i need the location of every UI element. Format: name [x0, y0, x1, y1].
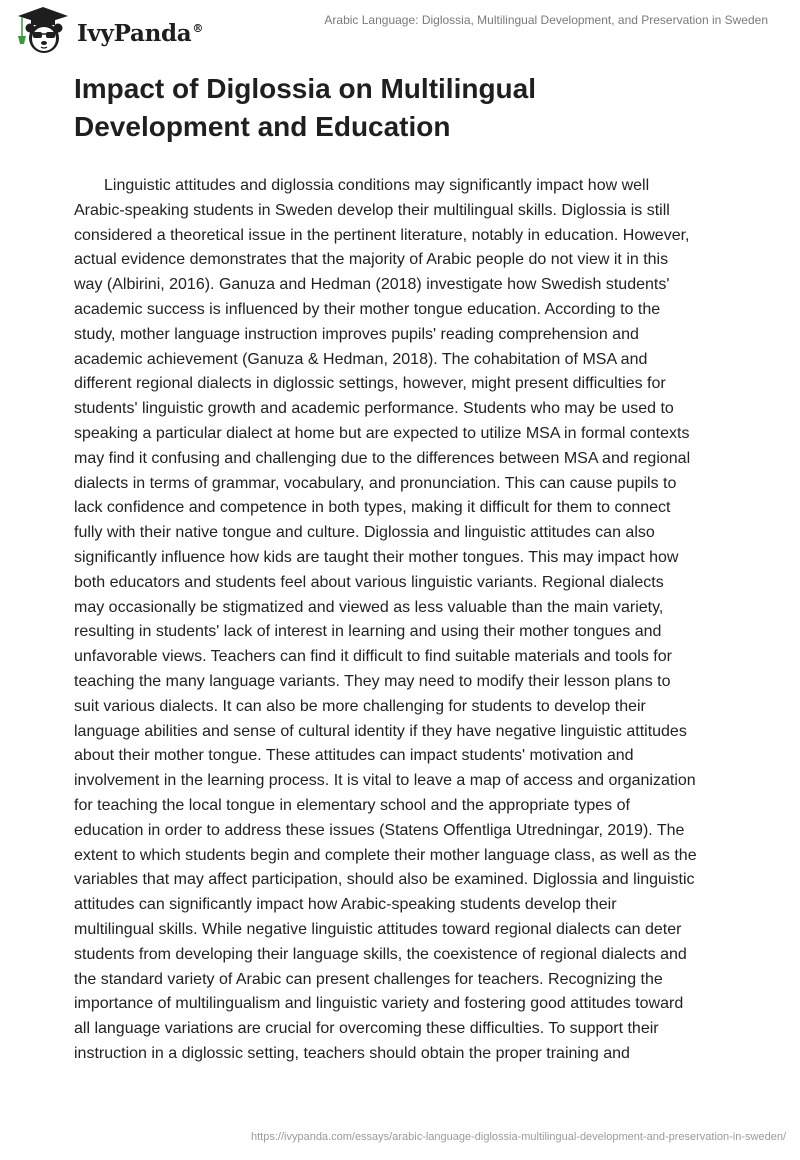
- brand-label: IvyPanda: [77, 19, 192, 47]
- paragraph-line: academic success is influenced by their mother tongue education. According to the: [74, 300, 661, 318]
- paragraph-line: students from developing their language skills, the coexistence of regional dialects and: [74, 945, 687, 963]
- heading-line: Development and Education: [74, 111, 451, 142]
- paragraph-line: education in order to address these issues (Statens Offentliga Utredningar, 2019). The: [74, 821, 685, 839]
- paragraph-line: may find it confusing and challenging due to the differences between MSA and regional: [74, 449, 691, 467]
- source-url-link[interactable]: https://ivypanda.com/essays/arabic-language-diglossia-multilingual-development-and-preservation-in-sweden/: [251, 1131, 786, 1143]
- paragraph-line: involvement in the learning process. It is vital to leave a map of access and organization: [74, 772, 696, 790]
- panda-graduate-icon: [14, 4, 72, 56]
- paragraph-line: resulting in students' lack of interest in learning and using their mother tongues and: [74, 623, 662, 641]
- paragraph-line: dialects in terms of grammar, vocabulary, and pronunciation. This can cause pupils to: [74, 474, 677, 492]
- paragraph-line: attitudes can significantly impact how Arabic-speaking students develop their: [74, 896, 617, 914]
- paragraph-line: actual evidence demonstrates that the majority of Arabic people do not view it in this: [74, 251, 669, 269]
- paragraph-line: way (Albirini, 2016). Ganuza and Hedman (2018) investigate how Swedish students': [74, 276, 670, 294]
- ivypanda-logo[interactable]: [14, 4, 203, 56]
- paragraph-line: significantly influence how kids are taught their mother tongues. This may impact how: [74, 548, 679, 566]
- paragraph-line: variables that may affect participation, should also be examined. Diglossia and linguistic: [74, 871, 695, 889]
- document-title: Arabic Language: Diglossia, Multilingual Development, and Preservation in Sweden: [324, 13, 768, 27]
- paragraph-line: extent to which students begin and complete their mother language class, as well as the: [74, 846, 697, 864]
- body-paragraph: [74, 174, 734, 1067]
- paragraph-line: academic achievement (Ganuza & Hedman, 2018). The cohabitation of MSA and: [74, 350, 648, 368]
- paragraph-line: students' linguistic growth and academic performance. Students who may be used to: [74, 400, 674, 418]
- paragraph-line: Arabic-speaking students in Sweden develop their multilingual skills. Diglossia is still: [74, 201, 670, 219]
- registered-mark: ®: [192, 21, 204, 35]
- paragraph-line: study, mother language instruction improves pupils' reading comprehension and: [74, 325, 639, 343]
- paragraph-line: instruction in a diglossic setting, teachers should obtain the proper training and: [74, 1044, 630, 1062]
- paragraph-line: all language variations are crucial for overcoming these difficulties. To support their: [74, 1020, 659, 1038]
- brand-name: [77, 20, 203, 47]
- paragraph-line: speaking a particular dialect at home but are expected to utilize MSA in formal contexts: [74, 424, 690, 442]
- paragraph-line: Linguistic attitudes and diglossia conditions may significantly impact how well: [104, 177, 650, 194]
- paragraph-line: teaching the many language variants. They may need to modify their lesson plans to: [74, 672, 671, 690]
- paragraph-line: language abilities and sense of cultural identity if they have negative linguistic attitudes: [74, 722, 687, 740]
- paragraph-line: different regional dialects in diglossic settings, however, might present difficulties for: [74, 375, 666, 393]
- paragraph-line: lack confidence and competence in both types, making it difficult for them to connect: [74, 499, 671, 517]
- paragraph-line: multilingual skills. While negative linguistic attitudes toward regional dialects can deter: [74, 920, 682, 938]
- section-heading: [74, 70, 674, 146]
- page-header: [0, 0, 800, 56]
- paragraph-line: both educators and students feel about various linguistic variants. Regional dialects: [74, 573, 664, 591]
- paragraph-line: unfavorable views. Teachers can find it difficult to find suitable materials and tools for: [74, 648, 672, 666]
- heading-line: Impact of Diglossia on Multilingual: [74, 73, 537, 104]
- paragraph-line: fully with their native tongue and culture. Diglossia and linguistic attitudes can also: [74, 524, 655, 542]
- paragraph-line: suit various dialects. It can also be more challenging for students to develop their: [74, 697, 646, 715]
- paragraph-line: may occasionally be stigmatized and viewed as less valuable than the main variety,: [74, 598, 664, 616]
- paragraph-line: for teaching the local tongue in elementary school and the appropriate types of: [74, 796, 630, 814]
- paragraph-line: about their mother tongue. These attitudes can impact students' motivation and: [74, 747, 634, 765]
- paragraph-line: considered a theoretical issue in the pertinent literature, notably in education. However,: [74, 226, 690, 244]
- paragraph-line: the standard variety of Arabic can present challenges for teachers. Recognizing the: [74, 970, 663, 988]
- paragraph-line: importance of multilingualism and linguistic variety and fostering good attitudes toward: [74, 995, 684, 1013]
